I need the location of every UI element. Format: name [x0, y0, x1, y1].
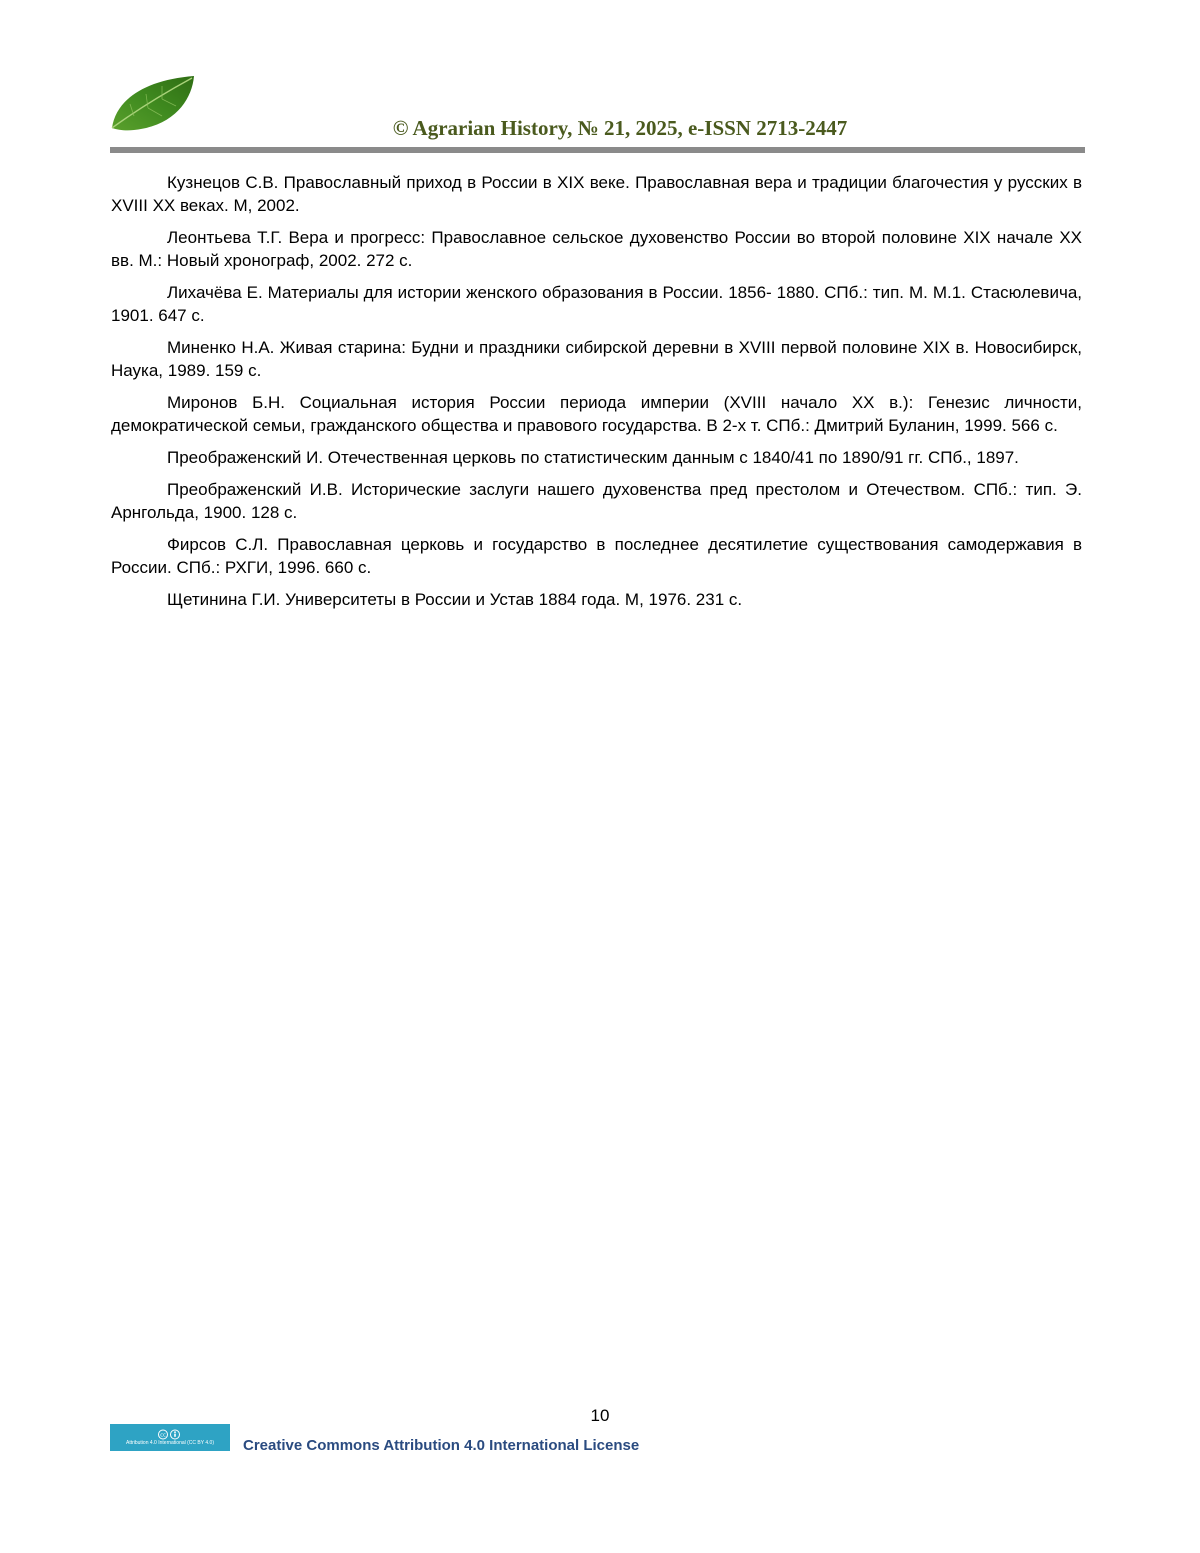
reference-item: Лихачёва Е. Материалы для истории женского образования в России. 1856- 1880. СПб.: тип. М. М.1. Стасюлевича, 1901. 647 с. — [111, 283, 1082, 325]
reference-item: Леонтьева Т.Г. Вера и прогресс: Православное сельское духовенство России во второй половине XIX начале XX вв. М.: Новый хронограф, 2002. 272 с. — [111, 228, 1082, 270]
reference-item: Преображенский И.В. Исторические заслуги нашего духовенства пред престолом и Отечеством. СПб.: тип. Э. Арнгольда, 1900. 128 с. — [111, 480, 1082, 522]
header-divider — [110, 147, 1085, 153]
leaf-icon — [104, 70, 204, 136]
reference-item: Миронов Б.Н. Социальная история России периода империи (XVIII начало XX в.): Генезис личности, демократической семьи, гражданского общества и правового государства. В 2-х т. СПб.: Дмитрий Буланин, 1999. 566 с. — [111, 393, 1082, 435]
journal-title: © Agrarian History, № 21, 2025, e-ISSN 2713-2447 — [392, 116, 848, 140]
reference-list — [111, 171, 1082, 620]
page-header — [0, 0, 1200, 160]
cc-by-icon — [157, 1429, 183, 1440]
reference-item: Фирсов С.Л. Православная церковь и государство в последнее десятилетие существования самодержавия в России. СПб.: РХГИ, 1996. 660 с. — [111, 535, 1082, 577]
reference-item: Преображенский И. Отечественная церковь по статистическим данным с 1840/41 по 1890/91 гг. СПб., 1897. — [167, 448, 1019, 467]
svg-text:cc: cc — [160, 1432, 166, 1439]
page-number: 10 — [590, 1406, 610, 1425]
license-link[interactable]: Creative Commons Attribution 4.0 International License — [243, 1437, 640, 1454]
reference-item: Кузнецов С.В. Православный приход в России в XIX веке. Православная вера и традиции благочестия у русских в XVIII XX веках. М, 2002. — [111, 173, 1082, 215]
cc-badge-label: Attribution 4.0 International (CC BY 4.0) — [125, 1440, 214, 1446]
reference-item: Миненко Н.А. Живая старина: Будни и праздники сибирской деревни в XVIII первой половине XIX в. Новосибирск, Наука, 1989. 159 с. — [111, 338, 1082, 380]
cc-license-badge[interactable] — [110, 1424, 230, 1451]
reference-item: Щетинина Г.И. Университеты в России и Устав 1884 года. М, 1976. 231 с. — [167, 590, 743, 609]
